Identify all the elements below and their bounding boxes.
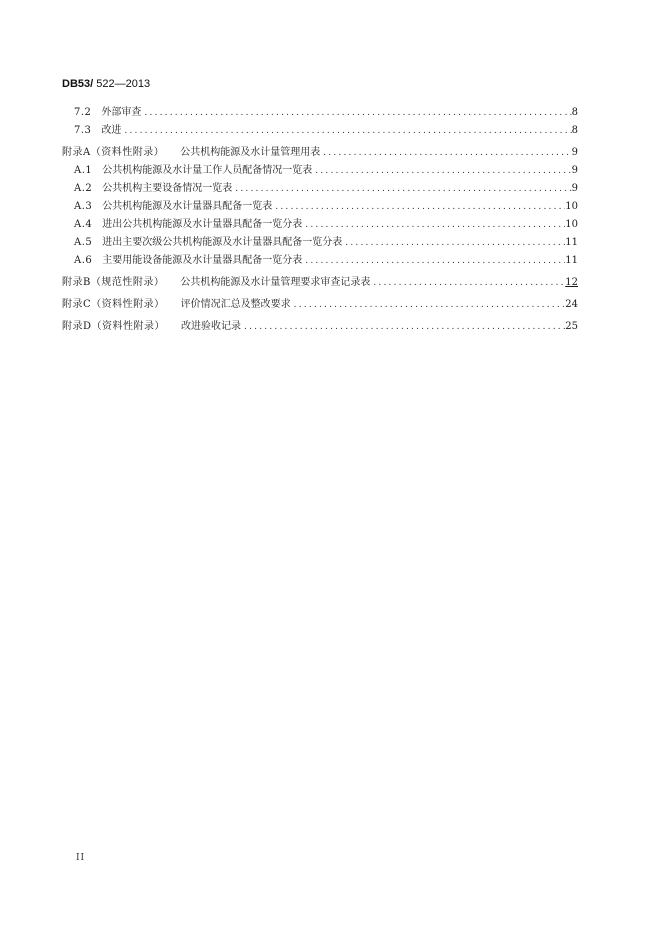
toc-entry-number: A.2 [74, 183, 93, 194]
toc-entry-number: 附录C（资料性附录） [62, 299, 165, 310]
toc-entry-title: 公共机构主要设备情况一览表 [102, 183, 233, 194]
toc-entry[interactable] [62, 198, 578, 216]
toc-entry-title: 改进 [101, 125, 122, 136]
toc-entry[interactable] [62, 234, 578, 252]
toc-entry-number: 附录D（资料性附录） [62, 321, 166, 332]
toc-entry-page: 11 [565, 237, 578, 248]
toc-entry-title: 公共机构能源及水计量器具配备一览表 [102, 201, 273, 212]
toc-entry-number: 7.3 [74, 125, 92, 136]
toc-appendix-entry[interactable] [62, 318, 578, 336]
toc-entry-title: 评价情况汇总及整改要求 [180, 299, 291, 310]
table-of-contents [62, 104, 578, 336]
toc-entry-number: 附录A（资料性附录） [62, 147, 165, 158]
toc-entry-number: A.4 [74, 219, 93, 230]
toc-entry-page: 12 [565, 277, 578, 288]
toc-entry[interactable] [62, 162, 578, 180]
toc-dot-leader [302, 252, 565, 270]
toc-entry-page: 10 [565, 219, 578, 230]
toc-entry-title: 公共机构能源及水计量管理用表 [180, 147, 321, 158]
toc-entry-title: 主要用能设备能源及水计量器具配备一览分表 [102, 255, 303, 266]
toc-entry[interactable] [62, 180, 578, 198]
toc-entry-number: 附录B（规范性附录） [62, 277, 165, 288]
toc-entry-title: 外部审查 [101, 107, 142, 118]
toc-entry-page: 8 [571, 125, 578, 136]
toc-entry-number: 7.2 [74, 107, 92, 118]
toc-entry-page: 25 [565, 321, 578, 332]
toc-entry-page: 9 [571, 183, 578, 194]
toc-entry[interactable] [62, 122, 578, 140]
toc-dot-leader [241, 318, 565, 336]
toc-entry-number: A.1 [74, 165, 93, 176]
toc-dot-leader [232, 180, 571, 198]
toc-dot-leader [370, 274, 565, 292]
toc-appendix-entry[interactable] [62, 274, 578, 292]
toc-entry-title: 改进验收记录 [181, 321, 242, 332]
toc-entry-title: 公共机构能源及水计量工作人员配备情况一览表 [102, 165, 313, 176]
toc-appendix-entry[interactable] [62, 296, 578, 314]
toc-dot-leader [272, 198, 565, 216]
toc-entry-page: 11 [565, 255, 578, 266]
toc-entry[interactable] [62, 104, 578, 122]
toc-dot-leader [291, 296, 566, 314]
toc-entry-page: 8 [571, 107, 578, 118]
toc-entry-number: A.6 [74, 255, 93, 266]
page-header [62, 78, 150, 90]
toc-entry-page: 9 [571, 147, 578, 158]
toc-entry[interactable] [62, 252, 578, 270]
page-number: II [76, 853, 86, 863]
toc-entry-title: 进出主要次级公共机构能源及水计量器具配备一览分表 [102, 237, 343, 248]
standard-number: 522—2013 [96, 78, 151, 90]
toc-entry-title: 公共机构能源及水计量管理要求审查记录表 [180, 277, 371, 288]
toc-entry-number: A.3 [74, 201, 93, 212]
toc-dot-leader [141, 104, 571, 122]
toc-entry[interactable] [62, 216, 578, 234]
toc-dot-leader [342, 234, 565, 252]
standard-code: DB53/ [62, 78, 94, 90]
toc-dot-leader [320, 144, 571, 162]
toc-dot-leader [121, 122, 571, 140]
toc-entry-title: 进出公共机构能源及水计量器具配备一览分表 [102, 219, 303, 230]
toc-appendix-entry[interactable] [62, 144, 578, 162]
toc-entry-number: A.5 [74, 237, 93, 248]
toc-entry-page: 10 [565, 201, 578, 212]
toc-entry-page: 24 [565, 299, 578, 310]
toc-dot-leader [312, 162, 571, 180]
toc-entry-page: 9 [571, 165, 578, 176]
toc-dot-leader [302, 216, 565, 234]
